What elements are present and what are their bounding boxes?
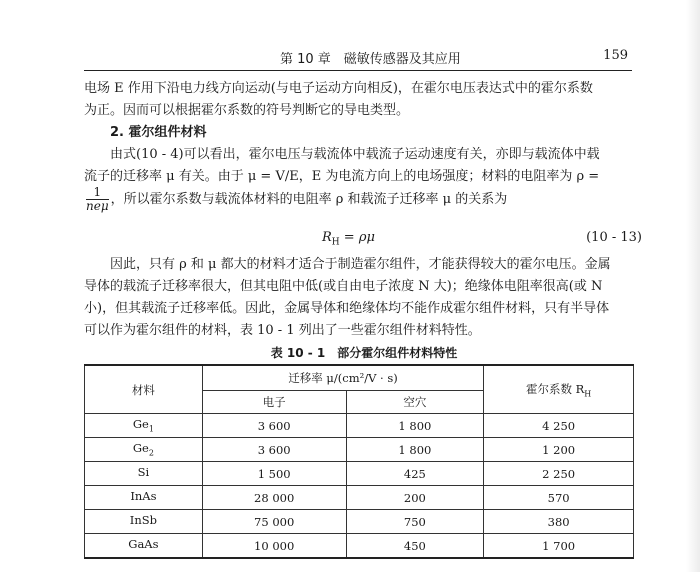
para2-line3-wrap xyxy=(84,186,644,213)
cell-electron: 10 000 xyxy=(202,534,346,559)
equation-formula xyxy=(322,230,375,248)
para2-line3: ，所以霍尔系数与载流体材料的电阻率 ρ 和载流子迁移率 μ 的关系为 xyxy=(110,192,508,207)
cell-material xyxy=(85,414,203,438)
equation-rhs: = ρμ xyxy=(339,230,375,245)
cell-material xyxy=(85,486,203,510)
table-row xyxy=(85,462,634,486)
page-edge-shadow xyxy=(686,0,700,572)
fraction-denominator: neμ xyxy=(86,199,109,213)
material-name: Si xyxy=(137,465,150,480)
cell-electron: 3 600 xyxy=(202,414,346,438)
table-row xyxy=(85,486,634,510)
table-body xyxy=(85,414,634,559)
cell-hall: 1 700 xyxy=(484,534,634,559)
cell-hole: 450 xyxy=(346,534,484,559)
cell-hole: 1 800 xyxy=(346,438,484,462)
fraction-numerator: 1 xyxy=(86,186,109,200)
cell-material xyxy=(85,534,203,559)
header-hall-coefficient xyxy=(484,365,634,414)
table-row xyxy=(85,534,634,559)
para2-line2: 流子的迁移率 μ 有关。由于 μ = V/E，E 为电流方向上的电场强度；材料的电阻率为 ρ = xyxy=(84,169,600,184)
material-sub: 2 xyxy=(148,448,154,458)
cell-electron: 75 000 xyxy=(202,510,346,534)
cell-hole: 200 xyxy=(346,486,484,510)
header-hall-sub: H xyxy=(584,389,592,399)
cell-hole: 1 800 xyxy=(346,414,484,438)
para3-line2: 导体的载流子迁移率很大，但其电阻中低(或自由电子浓度 N 大)；绝缘体电阻率很高(或 N xyxy=(84,279,603,294)
cell-electron: 28 000 xyxy=(202,486,346,510)
header-material: 材料 xyxy=(85,365,203,414)
para2-line1: 由式(10 - 4)可以看出，霍尔电压与载流体中载流子运动速度有关，亦即与载流体中载 xyxy=(110,147,600,162)
cell-material xyxy=(85,462,203,486)
equation-lhs: R xyxy=(322,230,332,245)
cell-electron: 1 500 xyxy=(202,462,346,486)
resistivity-fraction xyxy=(86,186,109,213)
cell-electron: 3 600 xyxy=(202,438,346,462)
cell-hole: 425 xyxy=(346,462,484,486)
material-name: Ge xyxy=(132,441,149,456)
equation-10-13 xyxy=(84,228,642,250)
material-sub: 1 xyxy=(148,424,154,434)
equation-lhs-sub: H xyxy=(331,237,340,248)
header-electron: 电子 xyxy=(202,391,346,414)
para3-line3: 小)，但其载流子迁移率低。因此，金属导体和绝缘体均不能作成霍尔组件材料，只有半导体 xyxy=(84,301,610,316)
cell-hole: 750 xyxy=(346,510,484,534)
table-caption: 表 10 - 1 部分霍尔组件材料特性 xyxy=(270,346,458,360)
para3-line4: 可以作为霍尔组件的材料，表 10 - 1 列出了一些霍尔组件材料特性。 xyxy=(84,323,481,338)
header-hole: 空穴 xyxy=(346,391,484,414)
material-name: InAs xyxy=(130,489,157,504)
header-mobility: 迁移率 μ/(cm²/V · s) xyxy=(202,365,483,391)
cell-hall: 380 xyxy=(484,510,634,534)
page-number: 159 xyxy=(603,48,628,63)
table-row xyxy=(85,414,634,438)
material-name: InSb xyxy=(129,513,157,528)
cell-hall: 4 250 xyxy=(484,414,634,438)
materials-table xyxy=(84,364,634,559)
para1-line1: 电场 E 作用下沿电力线方向运动(与电子运动方向相反)，在霍尔电压表达式中的霍尔系数 xyxy=(84,81,593,96)
equation-number: (10 - 13) xyxy=(586,230,642,245)
cell-hall: 2 250 xyxy=(484,462,634,486)
material-name: Ge xyxy=(132,417,149,432)
header-hall-text: 霍尔系数 R xyxy=(525,381,585,396)
table-row xyxy=(85,510,634,534)
cell-material xyxy=(85,510,203,534)
table-header-row xyxy=(85,365,634,391)
para1-line2: 为正。因而可以根据霍尔系数的符号判断它的导电类型。 xyxy=(84,103,410,118)
material-name: GaAs xyxy=(128,537,159,552)
section-heading: 2. 霍尔组件材料 xyxy=(110,125,207,140)
running-header xyxy=(84,44,632,71)
table-row xyxy=(85,438,634,462)
cell-material xyxy=(85,438,203,462)
cell-hall: 1 200 xyxy=(484,438,634,462)
chapter-title: 第 10 章 磁敏传感器及其应用 xyxy=(280,52,461,67)
para3-line1: 因此，只有 ρ 和 μ 都大的材料才适合于制造霍尔组件，才能获得较大的霍尔电压。金属 xyxy=(110,257,611,272)
cell-hall: 570 xyxy=(484,486,634,510)
